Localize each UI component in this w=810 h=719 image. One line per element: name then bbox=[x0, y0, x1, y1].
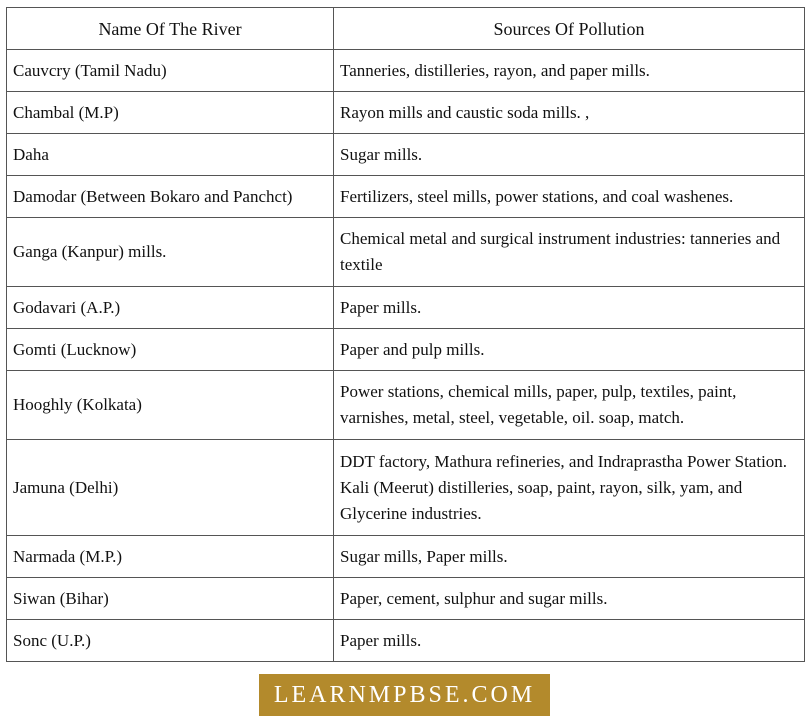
river-name-cell: Siwan (Bihar) bbox=[7, 578, 334, 620]
header-river-name: Name Of The River bbox=[7, 8, 334, 50]
table-row bbox=[7, 92, 805, 134]
table-row bbox=[7, 329, 805, 371]
river-name-cell: Daha bbox=[7, 134, 334, 176]
river-name-cell: Hooghly (Kolkata) bbox=[7, 371, 334, 440]
river-name-cell: Gomti (Lucknow) bbox=[7, 329, 334, 371]
table-row bbox=[7, 218, 805, 287]
pollution-sources-cell: Tanneries, distilleries, rayon, and paper mills. bbox=[334, 50, 805, 92]
table-row bbox=[7, 578, 805, 620]
table-row bbox=[7, 287, 805, 329]
river-pollution-table bbox=[6, 7, 805, 662]
river-name-cell: Chambal (M.P) bbox=[7, 92, 334, 134]
river-name-cell: Jamuna (Delhi) bbox=[7, 440, 334, 536]
brand-watermark: LEARNMPBSE.COM bbox=[259, 674, 550, 716]
river-name-cell: Sonc (U.P.) bbox=[7, 620, 334, 662]
river-name-cell: Cauvcry (Tamil Nadu) bbox=[7, 50, 334, 92]
pollution-sources-cell: Paper mills. bbox=[334, 287, 805, 329]
pollution-sources-cell: Paper, cement, sulphur and sugar mills. bbox=[334, 578, 805, 620]
table-header-row bbox=[7, 8, 805, 50]
table-row bbox=[7, 620, 805, 662]
river-name-cell: Ganga (Kanpur) mills. bbox=[7, 218, 334, 287]
river-name-cell: Narmada (M.P.) bbox=[7, 536, 334, 578]
pollution-sources-cell: Paper mills. bbox=[334, 620, 805, 662]
pollution-sources-cell: Fertilizers, steel mills, power stations, and coal washenes. bbox=[334, 176, 805, 218]
river-name-cell: Godavari (A.P.) bbox=[7, 287, 334, 329]
pollution-sources-cell: Power stations, chemical mills, paper, pulp, textiles, paint, varnishes, metal, steel, vegetable, oil. soap, match. bbox=[334, 371, 805, 440]
table-row bbox=[7, 440, 805, 536]
table-row bbox=[7, 134, 805, 176]
pollution-sources-cell: Rayon mills and caustic soda mills. , bbox=[334, 92, 805, 134]
table-row bbox=[7, 371, 805, 440]
pollution-sources-cell: Sugar mills. bbox=[334, 134, 805, 176]
table-row bbox=[7, 176, 805, 218]
pollution-sources-cell: Chemical metal and surgical instrument industries: tanneries and textile bbox=[334, 218, 805, 287]
river-name-cell: Damodar (Between Bokaro and Panchct) bbox=[7, 176, 334, 218]
pollution-sources-cell: Paper and pulp mills. bbox=[334, 329, 805, 371]
table-row bbox=[7, 50, 805, 92]
pollution-sources-cell: DDT factory, Mathura refineries, and Indraprastha Power Station. Kali (Meerut) distilleries, soap, paint, rayon, silk, yam, and Glycerine industries. bbox=[334, 440, 805, 536]
header-pollution-sources: Sources Of Pollution bbox=[334, 8, 805, 50]
pollution-sources-cell: Sugar mills, Paper mills. bbox=[334, 536, 805, 578]
table-row bbox=[7, 536, 805, 578]
